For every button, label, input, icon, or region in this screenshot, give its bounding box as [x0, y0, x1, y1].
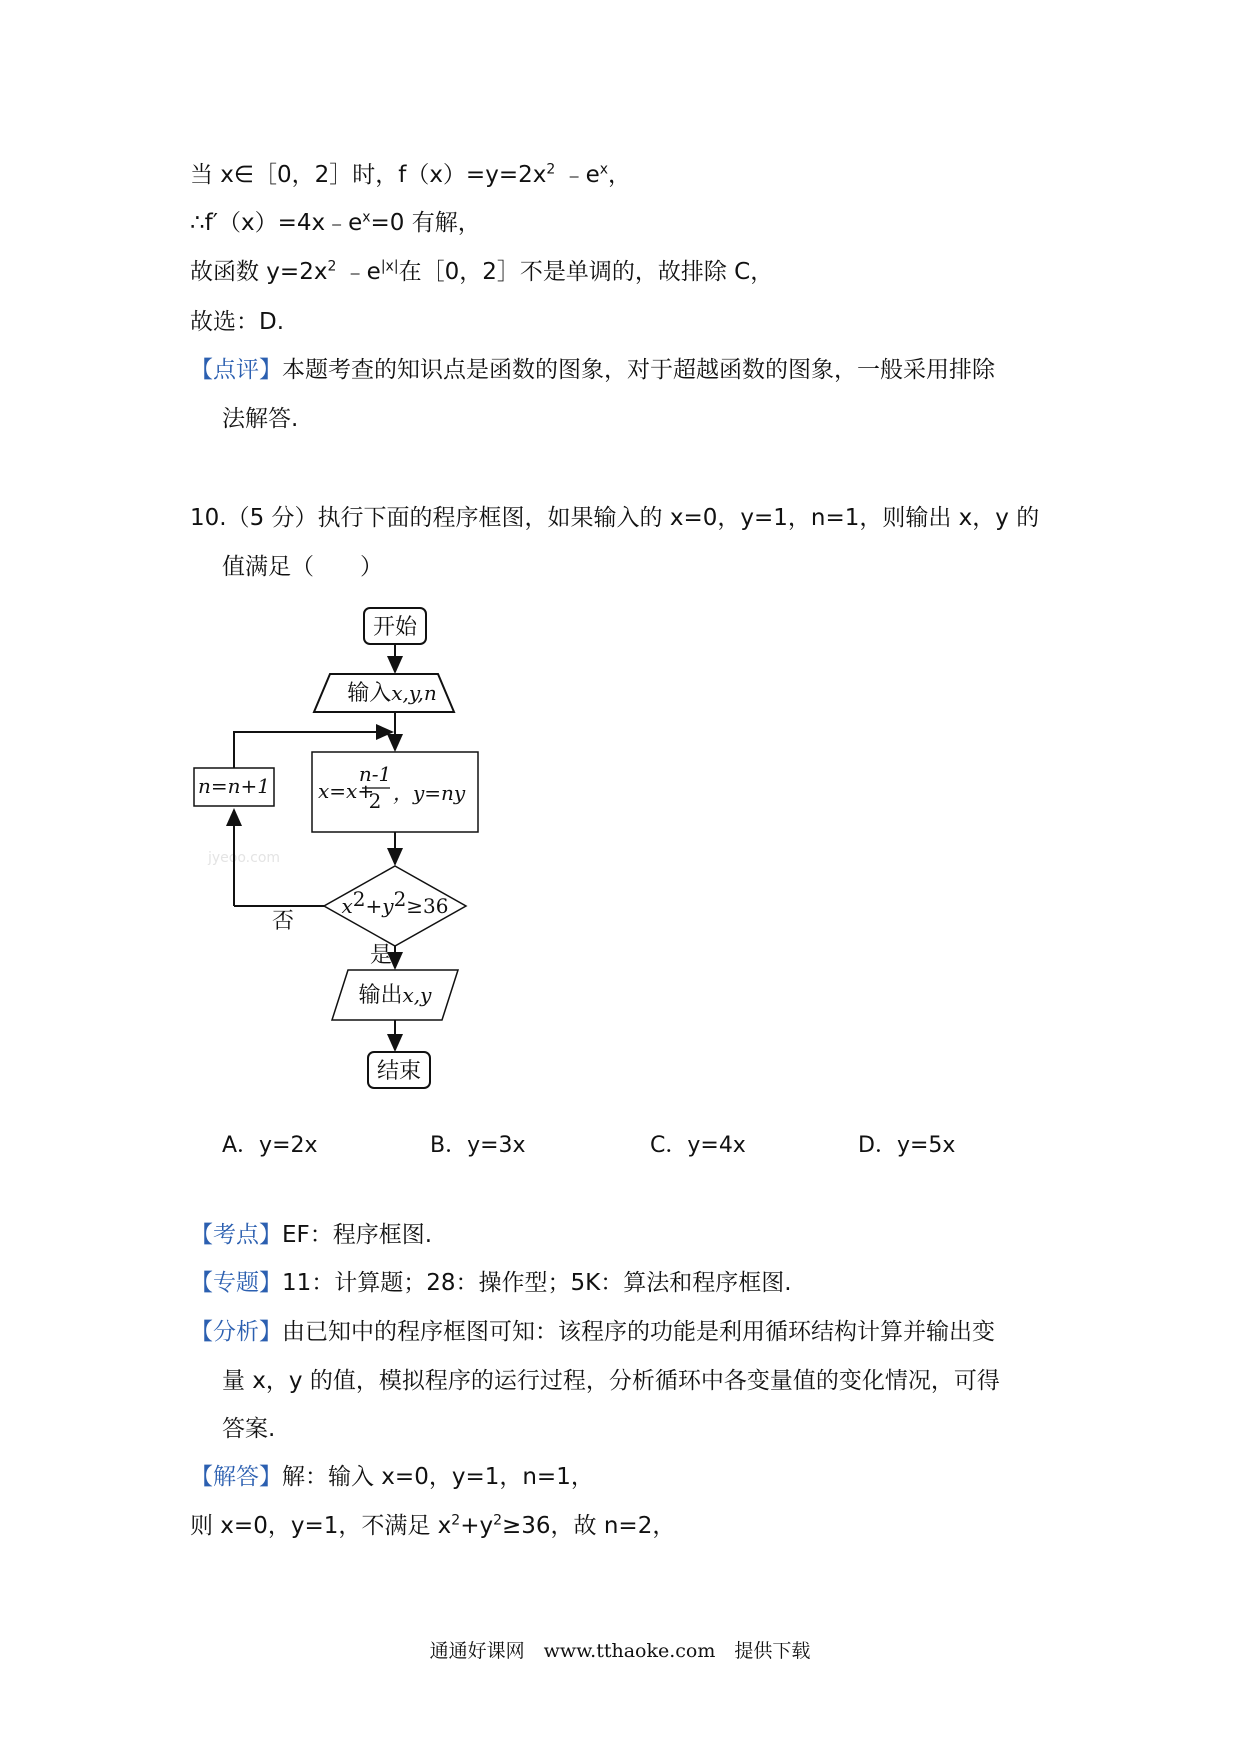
end-label: 结束 [376, 1059, 422, 1084]
choice-d: D．y=5x [858, 1133, 956, 1158]
choice-c: C．y=4x [650, 1133, 746, 1158]
choice-a: A．y=2x [222, 1133, 318, 1158]
zhuanti-tag: 【专题】 [190, 1270, 282, 1296]
solution-line-4: 故选：D. [190, 309, 285, 335]
jieda-tag: 【解答】 [190, 1464, 282, 1490]
fenxi-line-3: 答案. [222, 1416, 276, 1442]
jieda-line: 【解答】解：输入 x=0，y=1，n=1， [190, 1464, 594, 1490]
question-stem-1: 10.（5 分）执行下面的程序框图，如果输入的 x=0，y=1，n=1，则输出 x，y 的 [190, 505, 1040, 531]
kaodian-tag: 【考点】 [190, 1222, 282, 1248]
condition-label: x2+y2≥36 [341, 887, 449, 918]
kaodian-line: 【考点】EF：程序框图. [190, 1222, 433, 1248]
yes-label: 是 [370, 943, 393, 968]
solution-line-3: 故函数 $y=2x^2$ $﹣e^{|x|}$在［0，2］不是单调的，故排除 C， [190, 258, 774, 285]
process-fraction-den: 2 [368, 789, 382, 813]
start-label: 开始 [372, 615, 418, 640]
comment-line-1: 【点评】本题考查的知识点是函数的图象，对于超越函数的图象，一般采用排除 [190, 357, 995, 383]
solution-line-2: $\therefore f'(x)=4x﹣e^x=0$ 有解， [190, 209, 481, 236]
fenxi-line-2: 量 x，y 的值，模拟程序的运行过程，分析循环中各变量值的变化情况，可得 [222, 1368, 1000, 1394]
question-stem-2: 值满足（ ） [222, 554, 383, 580]
increment-label: n=n+1 [197, 774, 271, 798]
no-label: 否 [272, 909, 295, 934]
watermark: jyeoo.com [208, 850, 281, 866]
solution-line-1: 当 x∈［0，2］时，$f(x)=y=2x^2$ $﹣e^x$， [190, 161, 632, 188]
comment-tag: 【点评】 [190, 357, 282, 383]
process-y-label: ，y=ny [393, 781, 466, 805]
solution-step-line: 则 x=0，y=1，不满足 $x^2+y^2\ge 36$，故 n=2， [190, 1512, 676, 1539]
process-x-label: x=x+ [318, 779, 375, 803]
fenxi-line-1: 【分析】由已知中的程序框图可知：该程序的功能是利用循环结构计算并输出变 [190, 1319, 995, 1345]
fenxi-tag: 【分析】 [190, 1319, 282, 1345]
output-label: 输出x,y [358, 983, 432, 1008]
program-flowchart [180, 600, 500, 1100]
choice-b: B．y=3x [430, 1133, 526, 1158]
page-footer: 通通好课网 www.tthaoke.com 提供下载 [429, 1640, 811, 1662]
input-label: 输入x,y,n [347, 681, 437, 706]
process-fraction-num: n-1 [358, 762, 392, 786]
zhuanti-line: 【专题】11：计算题；28：操作型；5K：算法和程序框图. [190, 1270, 792, 1296]
comment-line-2: 法解答. [222, 406, 299, 432]
